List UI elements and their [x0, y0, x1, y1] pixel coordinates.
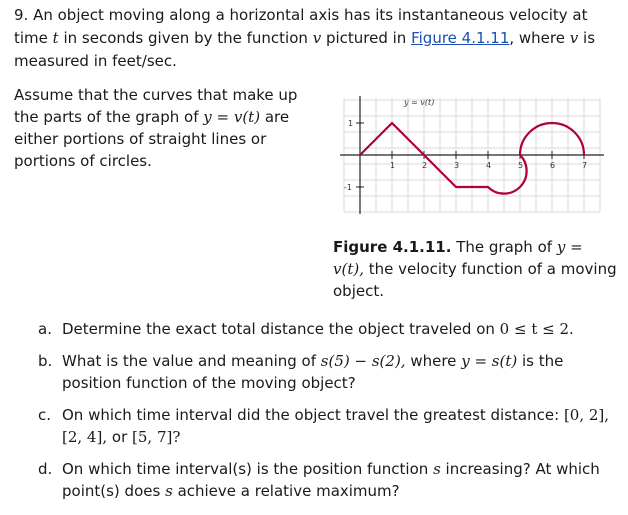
- intro-text-a: An object moving along a horizontal axis has its instantaneous velocity at time: [14, 6, 588, 47]
- x-tick-5: 5: [518, 161, 524, 170]
- part-d-text-b: increasing? At which point(s) does: [62, 460, 600, 500]
- caption-label: Figure 4.1.11.: [333, 238, 452, 256]
- var-v-2: v: [569, 29, 579, 47]
- assumption-text-a: Assume that the curves that make up the parts of the graph of: [14, 86, 298, 126]
- question-parts: [38, 318, 618, 512]
- function-label: y = v(t): [404, 98, 435, 107]
- part-c-math-2: [5, 7]?: [132, 428, 181, 446]
- problem-number: 9.: [14, 6, 29, 24]
- part-d-var-s-2: s: [165, 482, 173, 500]
- x-tick-3: 3: [454, 161, 460, 170]
- intro-text-f: measured in feet/sec.: [14, 52, 177, 70]
- part-b-text-c: is the position function of the moving object?: [62, 352, 564, 392]
- intro-text-e: is: [583, 29, 596, 47]
- part-b-label: b.: [38, 352, 53, 370]
- part-a-label: a.: [38, 320, 52, 338]
- assumption-paragraph: [14, 84, 314, 172]
- y-tick-neg-1: -1: [344, 183, 352, 192]
- figure-caption: [333, 236, 618, 302]
- caption-text-a: The graph of: [456, 238, 553, 256]
- part-d: [38, 458, 618, 502]
- part-a: [38, 318, 618, 340]
- intro-text-b: in seconds given by the function: [63, 29, 308, 47]
- caption-equation: y = v(t),: [333, 238, 583, 278]
- part-c: [38, 404, 618, 448]
- x-tick-4: 4: [486, 161, 492, 170]
- problem-intro: [14, 4, 618, 73]
- intro-text-d: , where: [509, 29, 565, 47]
- part-d-text-c: achieve a relative maximum?: [177, 482, 400, 500]
- y-tick-1: 1: [348, 119, 354, 128]
- x-tick-1: 1: [390, 161, 396, 170]
- part-c-label: c.: [38, 406, 52, 424]
- part-b-math: s(5) − s(2),: [320, 352, 406, 370]
- part-a-math: 0 ≤ t ≤ 2.: [499, 320, 574, 338]
- figure-link[interactable]: Figure 4.1.11: [411, 29, 510, 47]
- part-c-text-b: or: [111, 428, 128, 446]
- part-a-text: Determine the exact total distance the object traveled on: [62, 320, 495, 338]
- x-tick-6: 6: [550, 161, 556, 170]
- assumption-text-b: are either portions of straight lines or portions of circles.: [14, 108, 290, 170]
- part-d-label: d.: [38, 460, 53, 478]
- assumption-equation: y = v(t): [203, 108, 261, 126]
- velocity-graph: [336, 92, 608, 218]
- var-v: v: [312, 29, 322, 47]
- x-tick-2: 2: [422, 161, 428, 170]
- part-b-text-b: where: [410, 352, 457, 370]
- part-b-math-2: y = s(t): [461, 352, 518, 370]
- part-b-text-a: What is the value and meaning of: [62, 352, 317, 370]
- part-d-text-a: On which time interval(s) is the position function: [62, 460, 429, 478]
- part-c-math: [0, 2], [2, 4],: [62, 406, 610, 446]
- part-b: [38, 350, 618, 394]
- part-c-text-a: On which time interval did the object travel the greatest distance:: [62, 406, 560, 424]
- part-d-var-s: s: [433, 460, 441, 478]
- x-tick-7: 7: [582, 161, 588, 170]
- intro-text-c: pictured in: [325, 29, 407, 47]
- caption-text-b: the velocity function of a moving object.: [333, 260, 617, 300]
- var-t: t: [52, 29, 59, 47]
